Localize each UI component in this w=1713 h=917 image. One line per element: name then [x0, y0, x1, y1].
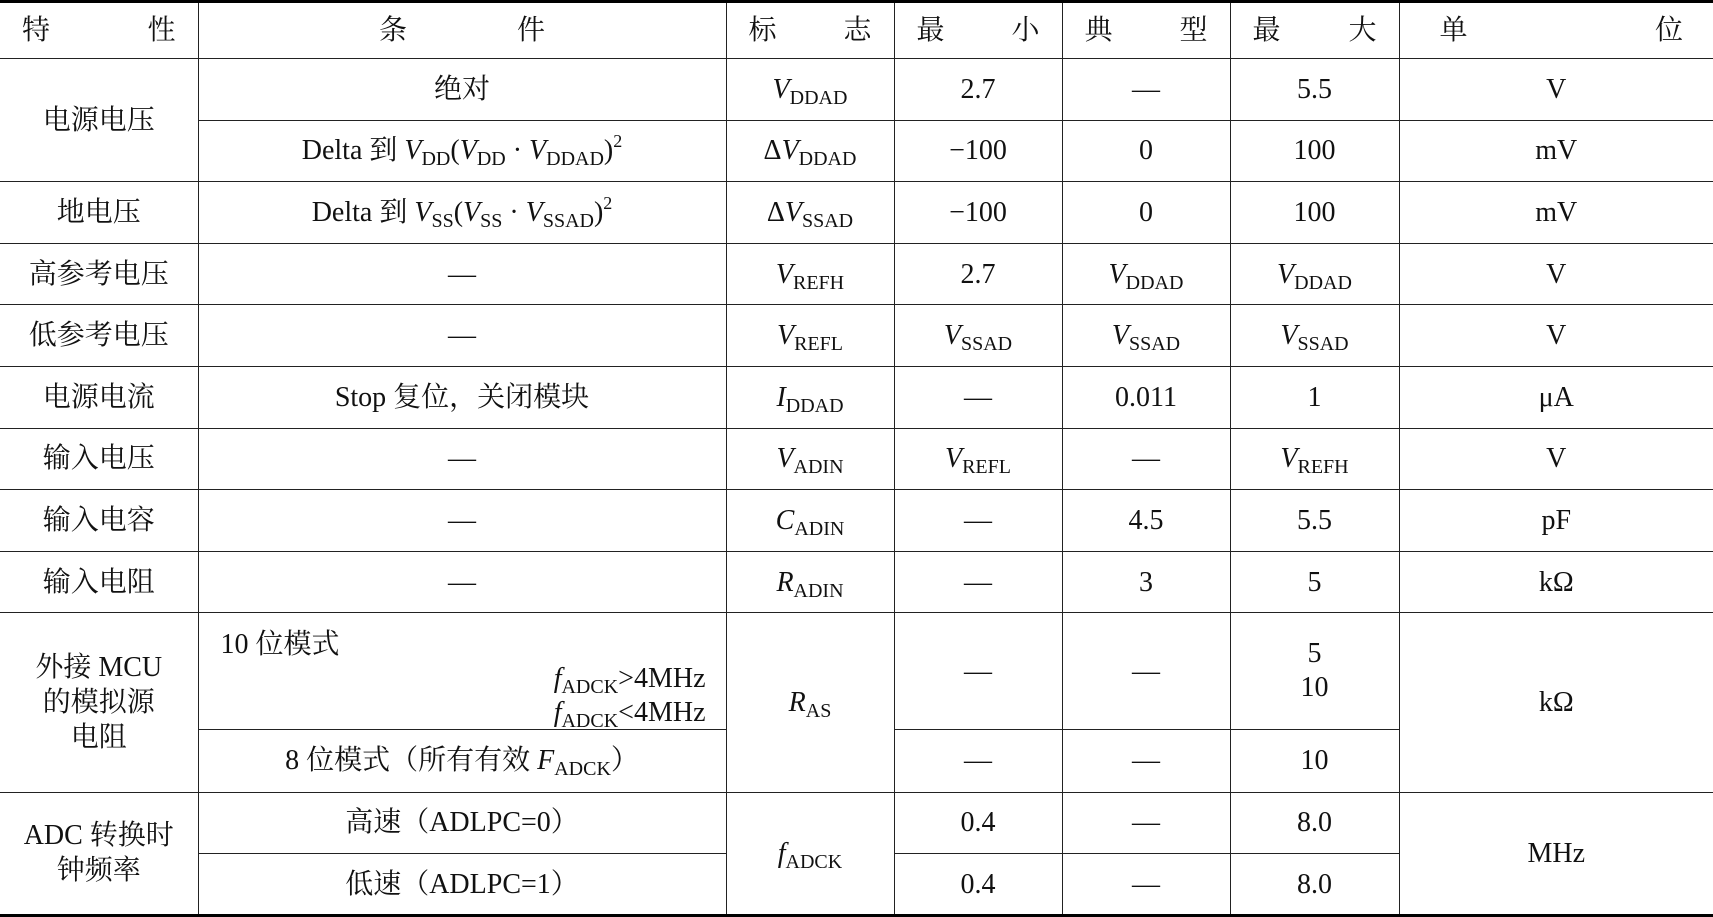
condition-cell: 绝对 — [198, 59, 726, 121]
unit-cell: V — [1399, 305, 1713, 367]
min-cell: 0.4 — [894, 792, 1062, 854]
min-cell: 0.4 — [894, 854, 1062, 916]
row-label: 电源电压 — [0, 59, 198, 182]
max-cell: $V_{REFH}$ — [1230, 428, 1399, 490]
row-label: 高参考电压 — [0, 243, 198, 305]
max-cell: 8.0 — [1230, 854, 1399, 916]
min-cell: −100 — [894, 182, 1062, 244]
condition-cell: Stop 复位，关闭模块 — [198, 366, 726, 428]
typ-cell: 3 — [1062, 551, 1230, 613]
row-label: 地电压 — [0, 182, 198, 244]
max-cell: $V_{DDAD}$ — [1230, 243, 1399, 305]
condition-cell: — — [198, 551, 726, 613]
min-cell: — — [894, 551, 1062, 613]
condition-cell: 低速（ADLPC=1） — [198, 854, 726, 916]
symbol-cell: $C_{ADIN}$ — [726, 490, 894, 552]
symbol-cell: $V_{ADIN}$ — [726, 428, 894, 490]
unit-cell: kΩ — [1399, 613, 1713, 792]
unit-cell: mV — [1399, 120, 1713, 182]
typ-cell: — — [1062, 792, 1230, 854]
header-unit: 单 位 — [1399, 2, 1713, 59]
row-label: 低参考电压 — [0, 305, 198, 367]
max-cell: 100 — [1230, 120, 1399, 182]
min-cell: — — [894, 490, 1062, 552]
table-row — [0, 792, 1713, 854]
table-row — [0, 613, 1713, 730]
typ-cell: 0.011 — [1062, 366, 1230, 428]
typ-cell: — — [1062, 854, 1230, 916]
condition-cell: Delta 到 $V_{DD}(V_{DD} \cdot V_{DDAD})^2$ — [198, 120, 726, 182]
symbol-cell: $R_{ADIN}$ — [726, 551, 894, 613]
min-cell: 2.7 — [894, 243, 1062, 305]
row-label: 输入电容 — [0, 490, 198, 552]
symbol-cell: $V_{REFL}$ — [726, 305, 894, 367]
typ-cell: $V_{DDAD}$ — [1062, 243, 1230, 305]
max-cell: 10 — [1230, 729, 1399, 792]
symbol-cell: $\Delta V_{SSAD}$ — [726, 182, 894, 244]
condition-cell: 高速（ADLPC=0） — [198, 792, 726, 854]
condition-cell: 10 位模式 $f_{ADCK}>4MHz$ $f_{ADCK}<4MHz$ — [198, 613, 726, 730]
table-row — [0, 366, 1713, 428]
unit-cell: V — [1399, 59, 1713, 121]
max-cell: 5 — [1230, 551, 1399, 613]
row-label: 外接 MCU 的模拟源 电阻 — [0, 613, 198, 792]
unit-cell: V — [1399, 243, 1713, 305]
header-max: 最 大 — [1230, 2, 1399, 59]
row-label: 电源电流 — [0, 366, 198, 428]
header-symbol: 标 志 — [726, 2, 894, 59]
typ-cell: $V_{SSAD}$ — [1062, 305, 1230, 367]
typ-cell: — — [1062, 729, 1230, 792]
condition-cell: — — [198, 243, 726, 305]
symbol-cell: $V_{DDAD}$ — [726, 59, 894, 121]
symbol-cell: $I_{DDAD}$ — [726, 366, 894, 428]
condition-cell: Delta 到 $V_{SS}(V_{SS} \cdot V_{SSAD})^2$ — [198, 182, 726, 244]
max-cell: $V_{SSAD}$ — [1230, 305, 1399, 367]
symbol-cell: $\Delta V_{DDAD}$ — [726, 120, 894, 182]
header-characteristic: 特 性 — [0, 2, 198, 59]
row-label: ADC 转换时 钟频率 — [0, 792, 198, 915]
typ-cell: 0 — [1062, 182, 1230, 244]
max-cell: 5 10 — [1230, 613, 1399, 730]
table-row — [0, 551, 1713, 613]
typ-cell: 4.5 — [1062, 490, 1230, 552]
unit-cell: mV — [1399, 182, 1713, 244]
max-cell: 5.5 — [1230, 490, 1399, 552]
table-row — [0, 428, 1713, 490]
table-row — [0, 182, 1713, 244]
condition-cell: — — [198, 428, 726, 490]
symbol-cell: $f_{ADCK}$ — [726, 792, 894, 915]
unit-cell: MHz — [1399, 792, 1713, 915]
table-row — [0, 305, 1713, 367]
min-cell: $V_{REFL}$ — [894, 428, 1062, 490]
header-typ: 典 型 — [1062, 2, 1230, 59]
min-cell: — — [894, 729, 1062, 792]
unit-cell: pF — [1399, 490, 1713, 552]
table-row — [0, 490, 1713, 552]
row-label: 输入电压 — [0, 428, 198, 490]
unit-cell: V — [1399, 428, 1713, 490]
table-row — [0, 59, 1713, 121]
max-cell: 1 — [1230, 366, 1399, 428]
typ-cell: — — [1062, 428, 1230, 490]
min-cell: 2.7 — [894, 59, 1062, 121]
typ-cell: 0 — [1062, 120, 1230, 182]
condition-cell: — — [198, 305, 726, 367]
table-row — [0, 243, 1713, 305]
typ-cell: — — [1062, 59, 1230, 121]
max-cell: 5.5 — [1230, 59, 1399, 121]
min-cell: — — [894, 613, 1062, 730]
symbol-cell: $R_{AS}$ — [726, 613, 894, 792]
min-cell: $V_{SSAD}$ — [894, 305, 1062, 367]
max-cell: 8.0 — [1230, 792, 1399, 854]
unit-cell: kΩ — [1399, 551, 1713, 613]
condition-cell: — — [198, 490, 726, 552]
unit-cell: μA — [1399, 366, 1713, 428]
min-cell: — — [894, 366, 1062, 428]
condition-cell: 8 位模式（所有有效 $F_{ADCK}$） — [198, 729, 726, 792]
header-min: 最 小 — [894, 2, 1062, 59]
typ-cell: — — [1062, 613, 1230, 730]
max-cell: 100 — [1230, 182, 1399, 244]
header-condition: 条 件 — [198, 2, 726, 59]
min-cell: −100 — [894, 120, 1062, 182]
row-label: 输入电阻 — [0, 551, 198, 613]
table-row — [0, 120, 1713, 182]
symbol-cell: $V_{REFH}$ — [726, 243, 894, 305]
header-row — [0, 2, 1713, 59]
